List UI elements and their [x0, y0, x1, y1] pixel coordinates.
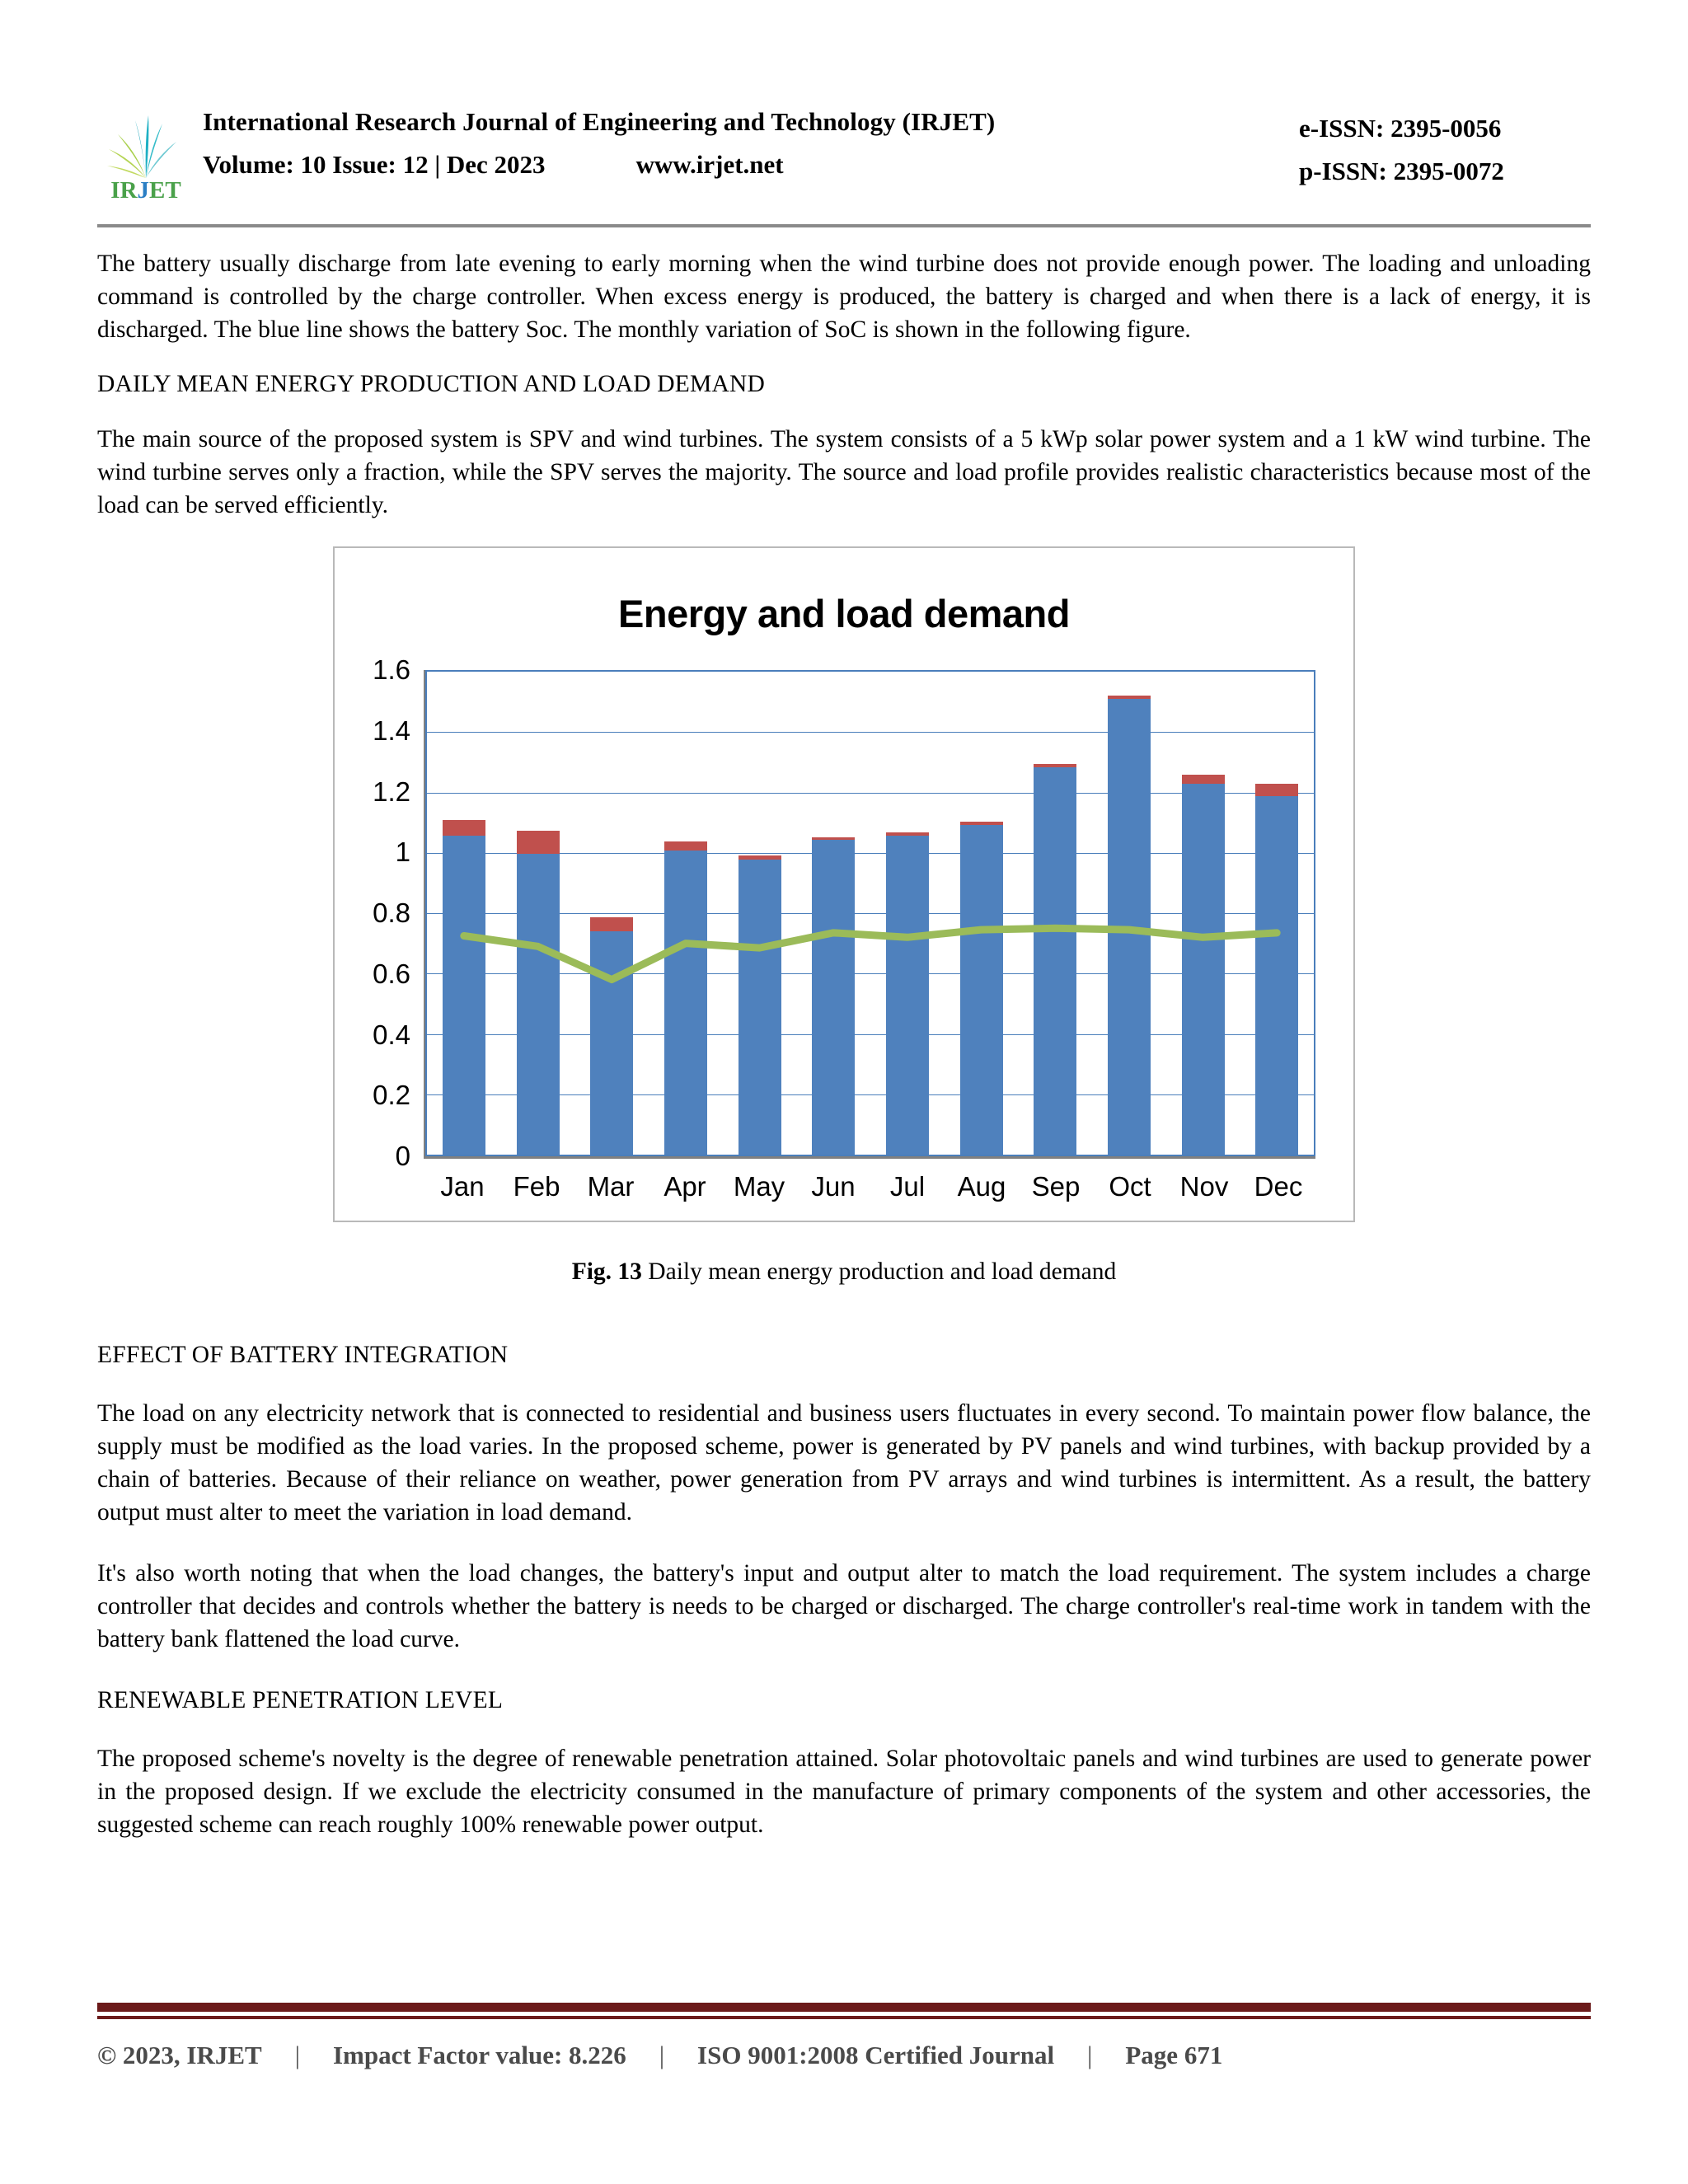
stacked-bar: [1182, 775, 1225, 1155]
stacked-bar: [1108, 696, 1151, 1155]
y-axis-tick-label: 0: [395, 1141, 410, 1171]
footer-certification: ISO 9001:2008 Certified Journal: [697, 2041, 1055, 2069]
heading-renewable-penetration: RENEWABLE PENETRATION LEVEL: [97, 1687, 504, 1713]
bar-segment-solar: [886, 836, 929, 1155]
energy-load-chart: [333, 546, 1355, 1222]
footer-copyright: © 2023, IRJET: [97, 2041, 262, 2069]
svg-text:IRJET: IRJET: [110, 177, 181, 204]
bar-segment-solar: [664, 851, 707, 1155]
footer-separator-2: |: [659, 2041, 665, 2069]
stacked-bar: [664, 841, 707, 1155]
page-footer: [97, 2003, 1591, 2070]
bar-segment-solar: [1255, 796, 1298, 1155]
bar-segment-wind: [443, 820, 485, 835]
chart-title: Energy and load demand: [618, 592, 1070, 635]
x-axis-tick-label: Jan: [440, 1171, 485, 1202]
x-axis-tick-label: Aug: [957, 1171, 1006, 1202]
footer-divider-thin: [97, 2016, 1591, 2019]
stacked-bar: [517, 831, 560, 1155]
plot-outer: [373, 654, 1315, 1171]
bar-group: [796, 672, 870, 1155]
page-header: [97, 107, 1591, 206]
footer-content: [97, 2041, 1591, 2070]
y-axis-tick-label: 1.4: [373, 715, 410, 746]
x-axis-tick-label: Sep: [1031, 1171, 1081, 1202]
bar-group: [945, 672, 1019, 1155]
heading-daily-mean-energy: DAILY MEAN ENERGY PRODUCTION AND LOAD DEMAND: [97, 371, 765, 397]
page-content: [97, 247, 1591, 1866]
bar-segment-solar: [517, 854, 560, 1155]
bar-segment-wind: [1182, 775, 1225, 784]
irjet-logo-icon: [97, 107, 195, 204]
figure-caption-text: Daily mean energy production and load demand: [641, 1258, 1117, 1285]
stacked-bar: [960, 822, 1003, 1155]
header-divider: [97, 224, 1591, 227]
bar-segment-wind: [590, 917, 633, 931]
figure-caption: [97, 1258, 1591, 1286]
footer-page-number: Page 671: [1125, 2041, 1223, 2069]
bar-group: [1240, 672, 1314, 1155]
journal-title: International Research Journal of Engineering and Technology (IRJET): [203, 107, 996, 136]
bar-segment-wind: [517, 831, 560, 854]
x-axis-tick-label: Mar: [587, 1171, 635, 1202]
bar-segment-solar: [1108, 699, 1151, 1155]
stacked-bar: [443, 820, 485, 1155]
paragraph-battery-discharge: The battery usually discharge from late evening to early morning when the wind turbine does not provide enough power. The loading and unloading command is controlled by the charge controller. When excess energy is produced, the battery is charged and when there is a lack of energy, it is discharged. The blue line shows the battery Soc. The monthly variation of SoC is shown in the following figure.: [97, 251, 1591, 343]
x-axis-tick-label: Jun: [811, 1171, 856, 1202]
bar-group: [870, 672, 945, 1155]
bar-segment-solar: [443, 836, 485, 1155]
footer-separator-3: |: [1087, 2041, 1093, 2069]
bar-group: [1166, 672, 1240, 1155]
bar-segment-solar: [1182, 784, 1225, 1155]
y-axis-tick-label: 1.6: [373, 654, 410, 685]
y-axis-tick-label: 0.8: [373, 898, 410, 928]
paragraph-load-fluctuation: The load on any electricity network that is connected to residential and business users fluctuates in every second. To maintain power flow balance, the supply must be modified as the load varies. In the proposed scheme, power is generated by PV panels and wind turbines, with backup provided by a chain of batteries. Because of their reliance on weather, power generation from PV arrays and wind turbines is intermittent. As a result, the battery output must alter to meet the variation in load demand.: [97, 1400, 1591, 1526]
paragraph-main-source: The main source of the proposed system is SPV and wind turbines. The system consists of a 5 kWp solar power system and a 1 kW wind turbine. The wind turbine serves only a fraction, while the SPV serves the majority. The source and load profile provides realistic characteristics because most of the load can be served efficiently.: [97, 426, 1591, 518]
heading-effect-battery-integration: EFFECT OF BATTERY INTEGRATION: [97, 1342, 509, 1368]
bar-group: [1018, 672, 1092, 1155]
y-axis-tick-label: 0.2: [373, 1080, 410, 1111]
bar-group: [1092, 672, 1166, 1155]
bar-group: [501, 672, 575, 1155]
bar-segment-solar: [738, 860, 781, 1155]
stacked-bar: [812, 837, 855, 1155]
paragraph-renewable-penetration: The proposed scheme's novelty is the degree of renewable penetration attained. Solar photovoltaic panels and wind turbines are used to generate power in the proposed design. If we exclude the electricity consumed in the manufacture of primary components of the system and other accessories, the suggested scheme can reach roughly 100% renewable power output.: [97, 1746, 1591, 1838]
p-issn: p-ISSN: 2395-0072: [1299, 157, 1504, 185]
issn-block: [1282, 107, 1591, 193]
journal-website[interactable]: www.irjet.net: [635, 150, 784, 179]
e-issn: e-ISSN: 2395-0056: [1299, 114, 1502, 143]
x-axis-tick-label: May: [733, 1171, 785, 1202]
figure-caption-label: Fig. 13: [571, 1258, 642, 1285]
bar-segment-wind: [1255, 784, 1298, 796]
bar-group: [574, 672, 649, 1155]
paragraph-charge-controller: It's also worth noting that when the load changes, the battery's input and output alter to match the load requirement. The system includes a charge controller that decides and controls whether the battery is needs to be charged or discharged. The charge controller's real-time work in tandem with the battery bank flattened the load curve.: [97, 1560, 1591, 1652]
y-axis-tick-label: 0.4: [373, 1019, 410, 1050]
bar-segment-solar: [590, 931, 633, 1155]
footer-impact-factor: Impact Factor value: 8.226: [332, 2041, 626, 2069]
y-axis-tick-label: 1.2: [373, 776, 410, 807]
x-axis-tick-label: Oct: [1109, 1171, 1151, 1202]
x-axis-tick-label: Jul: [889, 1171, 926, 1202]
y-axis-tick-label: 1: [395, 837, 410, 868]
volume-issue: Volume: 10 Issue: 12 | Dec 2023: [203, 150, 546, 179]
stacked-bar: [738, 855, 781, 1155]
bar-segment-wind: [664, 841, 707, 851]
x-axis-baseline: [425, 1156, 1315, 1159]
bar-segment-solar: [960, 825, 1003, 1155]
stacked-bar: [886, 832, 929, 1155]
bar-group: [649, 672, 723, 1155]
x-axis-tick-label: Dec: [1254, 1171, 1303, 1202]
stacked-bar: [1034, 764, 1076, 1155]
footer-divider-thick: [97, 2003, 1591, 2012]
x-axis-labels: [425, 1171, 1315, 1202]
bar-group: [427, 672, 501, 1155]
figure-13: [97, 546, 1591, 1222]
x-axis-tick-label: Apr: [663, 1171, 706, 1202]
bars-layer: [427, 672, 1314, 1155]
x-axis-tick-label: Nov: [1179, 1171, 1229, 1202]
header-title-block: [195, 107, 1282, 193]
y-axis-tick-label: 0.6: [373, 958, 410, 989]
x-axis-tick-label: Feb: [513, 1171, 560, 1202]
bar-segment-solar: [1034, 767, 1076, 1155]
stacked-bar: [1255, 784, 1298, 1155]
footer-separator-1: |: [294, 2041, 300, 2069]
irjet-logo: [97, 107, 195, 204]
stacked-bar: [590, 917, 633, 1155]
bar-segment-solar: [812, 840, 855, 1155]
plot-area: [425, 670, 1315, 1156]
bar-group: [723, 672, 797, 1155]
